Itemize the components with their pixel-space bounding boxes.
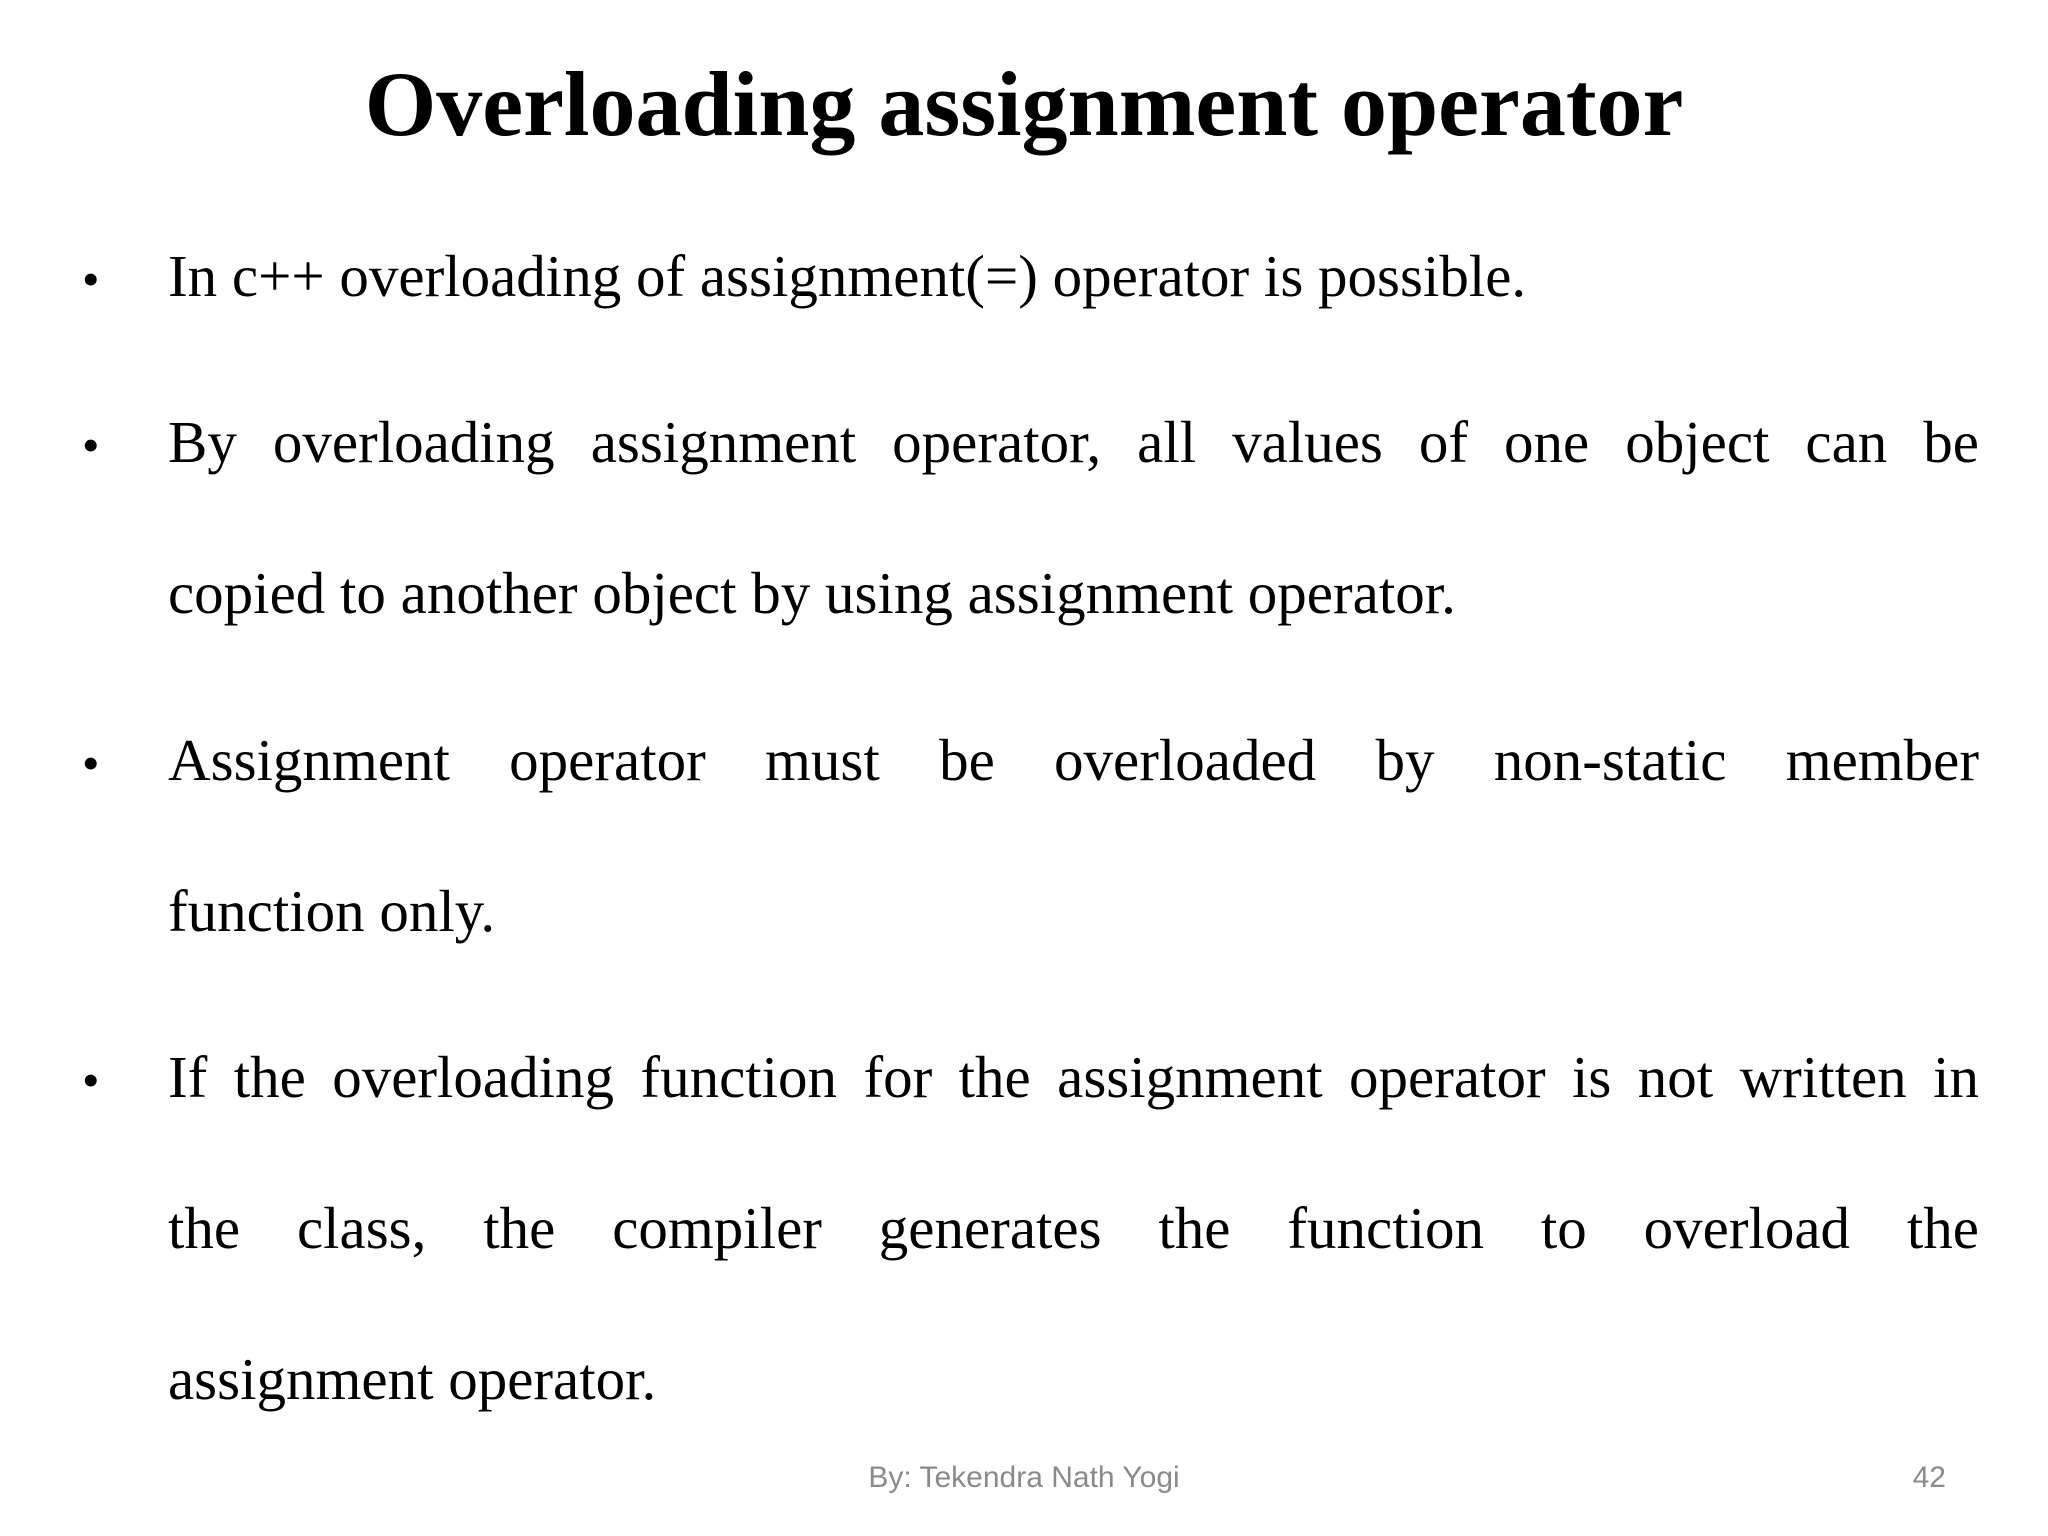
bullet-icon: • [82, 735, 100, 791]
bullet-3-line-2: function only. [168, 878, 496, 944]
bullet-2-line-1: By overloading assignment operator, all values of one object can be [168, 409, 1979, 475]
bullet-4-line-2: the class, the compiler generates the function to overload the [168, 1195, 1979, 1261]
page-number: 42 [1912, 1461, 1946, 1494]
bullet-icon: • [82, 1052, 100, 1108]
footer-author: By: Tekendra Nath Yogi [868, 1461, 1180, 1494]
bullet-4-line-3: assignment operator. [168, 1346, 657, 1412]
bullet-icon: • [82, 417, 100, 473]
bullet-1-line-1: In c++ overloading of assignment(=) operator is possible. [168, 243, 1527, 309]
bullet-3-line-1: Assignment operator must be overloaded by non-static member [168, 727, 1979, 793]
bullet-4-line-1: If the overloading function for the assignment operator is not written in [168, 1044, 1979, 1110]
bullet-icon: • [82, 251, 100, 307]
slide-title: Overloading assignment operator [364, 53, 1684, 155]
bullet-2-line-2: copied to another object by using assignment operator. [168, 560, 1456, 626]
